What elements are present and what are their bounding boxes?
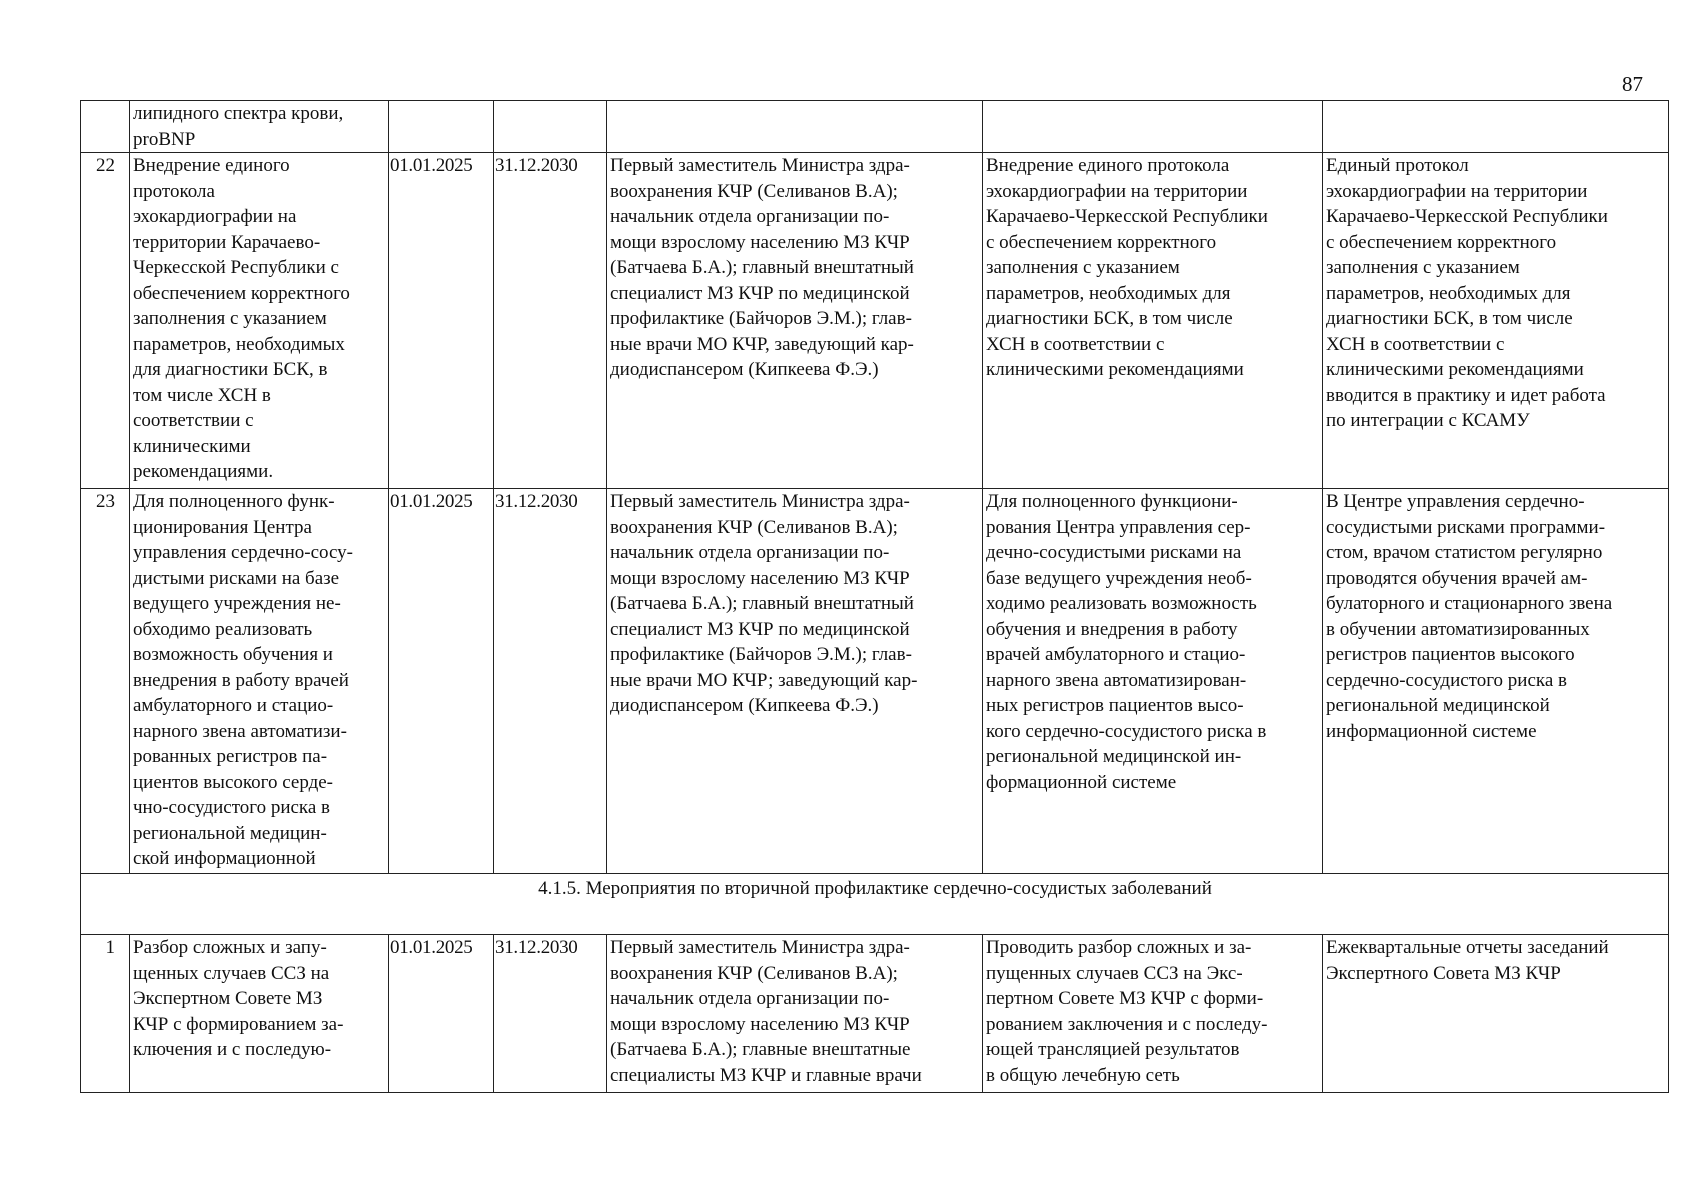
- section-heading-row: [81, 874, 1669, 935]
- row-number: [81, 101, 130, 153]
- activity-description: Для полноценного функциони- рования Центра управления сер- дечно-сосудистыми рисками на базе ведущего учреждения необ- ходимо реализовать возможность обучения и внедрения в работу врачей амбулаторного и стацио- нарного звена автоматизирован- ных регистров пациентов высо- кого сердечно-сосудистого риска в региональной медицинской ин- формационной системе: [983, 489, 1323, 874]
- activity-description: Проводить разбор сложных и за- пущенных случаев ССЗ на Экс- пертном Совете МЗ КЧР с форми- рованием заключения и с последу- ющей трансляцией результатов в общую лечебную сеть: [983, 935, 1323, 1093]
- start-date: 01.01.2025: [389, 489, 494, 874]
- section-title: 4.1.5. Мероприятия по вторичной профилактике сердечно-сосудистых заболеваний: [81, 874, 1669, 935]
- table-row: [81, 489, 1669, 874]
- start-date: [389, 101, 494, 153]
- activity-name: Разбор сложных и запу- щенных случаев ССЗ на Экспертном Совете МЗ КЧР с формированием за- ключения и с последую-: [130, 935, 389, 1093]
- table-row: [81, 101, 1669, 153]
- row-number: 1: [81, 935, 130, 1093]
- responsible-persons: [607, 101, 983, 153]
- expected-result: Ежеквартальные отчеты заседаний Экспертного Совета МЗ КЧР: [1323, 935, 1669, 1093]
- responsible-persons: Первый заместитель Министра здра- воохранения КЧР (Селиванов В.А); начальник отдела организации по- мощи взрослому населению МЗ КЧР (Батчаева Б.А.); главный внештатный специалист МЗ КЧР по медицинской профилактике (Байчоров Э.М.); глав- ные врачи МО КЧР, заведующий кар- диодиспансером (Кипкеева Ф.Э.): [607, 153, 983, 489]
- activity-description: [983, 101, 1323, 153]
- expected-result: [1323, 101, 1669, 153]
- start-date: 01.01.2025: [389, 935, 494, 1093]
- page-number: 87: [1622, 72, 1643, 96]
- activity-name: Внедрение единого протокола эхокардиографии на территории Карачаево- Черкесской Республики с обеспечением корректного заполнения с указанием параметров, необходимых для диагностики БСК, в том числе ХСН в соответствии с клиническими рекомендациями.: [130, 153, 389, 489]
- row-number: 22: [81, 153, 130, 489]
- table-row: [81, 153, 1669, 489]
- activity-name: липидного спектра крови, proBNP: [130, 101, 389, 153]
- responsible-persons: Первый заместитель Министра здра- воохранения КЧР (Селиванов В.А); начальник отдела организации по- мощи взрослому населению МЗ КЧР (Батчаева Б.А.); главный внештатный специалист МЗ КЧР по медицинской профилактике (Байчоров Э.М.); глав- ные врачи МО КЧР; заведующий кар- диодиспансером (Кипкеева Ф.Э.): [607, 489, 983, 874]
- activity-description: Внедрение единого протокола эхокардиографии на территории Карачаево-Черкесской Республики с обеспечением корректного заполнения с указанием параметров, необходимых для диагностики БСК, в том числе ХСН в соответствии с клиническими рекомендациями: [983, 153, 1323, 489]
- expected-result: Единый протокол эхокардиографии на территории Карачаево-Черкесской Республики с обеспечением корректного заполнения с указанием параметров, необходимых для диагностики БСК, в том числе ХСН в соответствии с клиническими рекомендациями вводится в практику и идет работа по интеграции с КСАМУ: [1323, 153, 1669, 489]
- end-date: 31.12.2030: [494, 935, 607, 1093]
- table-row: [81, 935, 1669, 1093]
- row-number: 23: [81, 489, 130, 874]
- end-date: 31.12.2030: [494, 489, 607, 874]
- start-date: 01.01.2025: [389, 153, 494, 489]
- responsible-persons: Первый заместитель Министра здра- воохранения КЧР (Селиванов В.А); начальник отдела организации по- мощи взрослому населению МЗ КЧР (Батчаева Б.А.); главные внештатные специалисты МЗ КЧР и главные врачи: [607, 935, 983, 1093]
- activities-table: [80, 100, 1669, 1093]
- activity-name: Для полноценного функ- ционирования Центра управления сердечно-сосу- дистыми рисками на базе ведущего учреждения не- обходимо реализовать возможность обучения и внедрения в работу врачей амбулаторного и стацио- нарного звена автоматизи- рованных регистров па- циентов высокого серде- чно-сосудистого риска в региональной медицин- ской информационной: [130, 489, 389, 874]
- end-date: [494, 101, 607, 153]
- expected-result: В Центре управления сердечно- сосудистыми рисками программи- стом, врачом статистом регулярно проводятся обучения врачей ам- булаторного и стационарного звена в обучении автоматизированных регистров пациентов высокого сердечно-сосудистого риска в региональной медицинской информационной системе: [1323, 489, 1669, 874]
- end-date: 31.12.2030: [494, 153, 607, 489]
